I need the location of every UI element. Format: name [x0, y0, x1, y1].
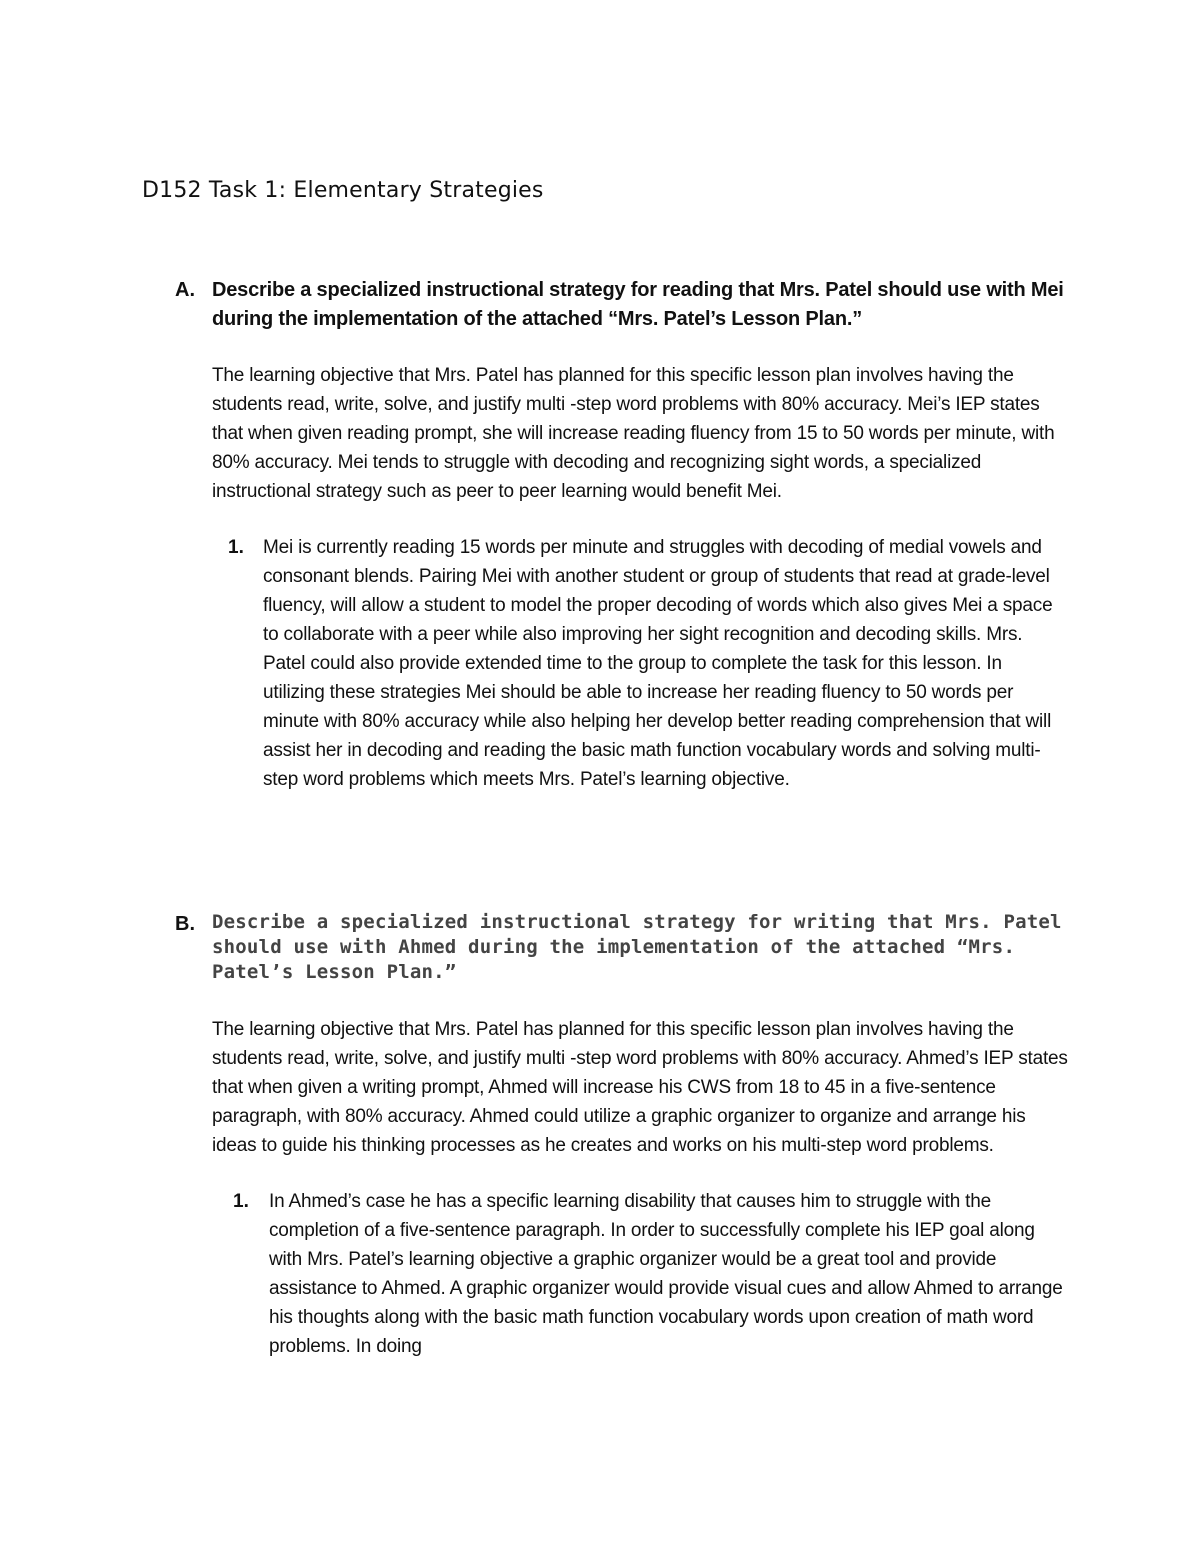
document-title: D152 Task 1: Elementary Strategies — [142, 178, 544, 203]
section-b-item-text: In Ahmed’s case he has a specific learning disability that causes him to struggle with the completion of a five-sentence paragraph. In order to successfully complete his IEP goal along with Mrs. Patel’s learning objective a graphic organizer would be a great tool and provide assistance to Ahmed. A graphic organizer would provide visual cues and allow Ahmed to arrange his thoughts along with the basic math function vocabulary words upon creation of math word problems. In doing — [269, 1191, 1063, 1357]
section-a-question-row — [175, 276, 1075, 334]
section-a-answer: The learning objective that Mrs. Patel has planned for this specific lesson plan involves having the students read, write, solve, and justify multi -step word problems with 80% accuracy. Mei’s IEP states that when given reading prompt, she will increase reading fluency from 15 to 50 words per minute, with 80% accuracy. Mei tends to struggle with decoding and recognizing sight words, a specialized instructional strategy such as peer to peer learning would benefit Mei. — [212, 365, 1055, 502]
section-a-list-item — [228, 533, 1063, 794]
section-a — [175, 276, 1075, 794]
section-a-item-text: Mei is currently reading 15 words per minute and struggles with decoding of medial vowels and consonant blends. Pairing Mei with another student or group of students that read at grade-level fluency, will allow a student to model the proper decoding of words which also gives Mei a space to collaborate with a peer while also improving her sight recognition and decoding skills. Mrs. Patel could also provide extended time to the group to complete the task for this lesson. In utilizing these strategies Mei should be able to increase her reading fluency to 50 words per minute with 80% accuracy while also helping her develop better reading comprehension that will assist her in decoding and reading the basic math function vocabulary words and solving multi-step word problems which meets Mrs. Patel’s learning objective. — [263, 537, 1053, 790]
section-a-question: Describe a specialized instructional strategy for reading that Mrs. Patel should use with Mei during the implementation of the attached “Mrs. Patel’s Lesson Plan.” — [212, 279, 1064, 330]
section-b — [175, 910, 1075, 1361]
section-b-letter: B. — [175, 913, 195, 935]
section-b-item-number: 1. — [233, 1191, 249, 1212]
section-b-question: Describe a specialized instructional strategy for writing that Mrs. Patel should use with Ahmed during the implementation of the attached “Mrs. Patel’s Lesson Plan.” — [212, 911, 1062, 983]
section-b-question-row — [175, 910, 1075, 985]
section-a-letter: A. — [175, 279, 195, 301]
section-b-answer: The learning objective that Mrs. Patel has planned for this specific lesson plan involves having the students read, write, solve, and justify multi -step word problems with 80% accuracy. Ahmed’s IEP states that when given a writing prompt, Ahmed will increase his CWS from 18 to 45 in a five-sentence paragraph, with 80% accuracy. Ahmed could utilize a graphic organizer to organize and arrange his ideas to guide his thinking processes as he creates and works on his multi-step word problems. — [212, 1019, 1068, 1156]
section-a-item-number: 1. — [228, 537, 244, 558]
section-b-list-item — [233, 1187, 1069, 1361]
